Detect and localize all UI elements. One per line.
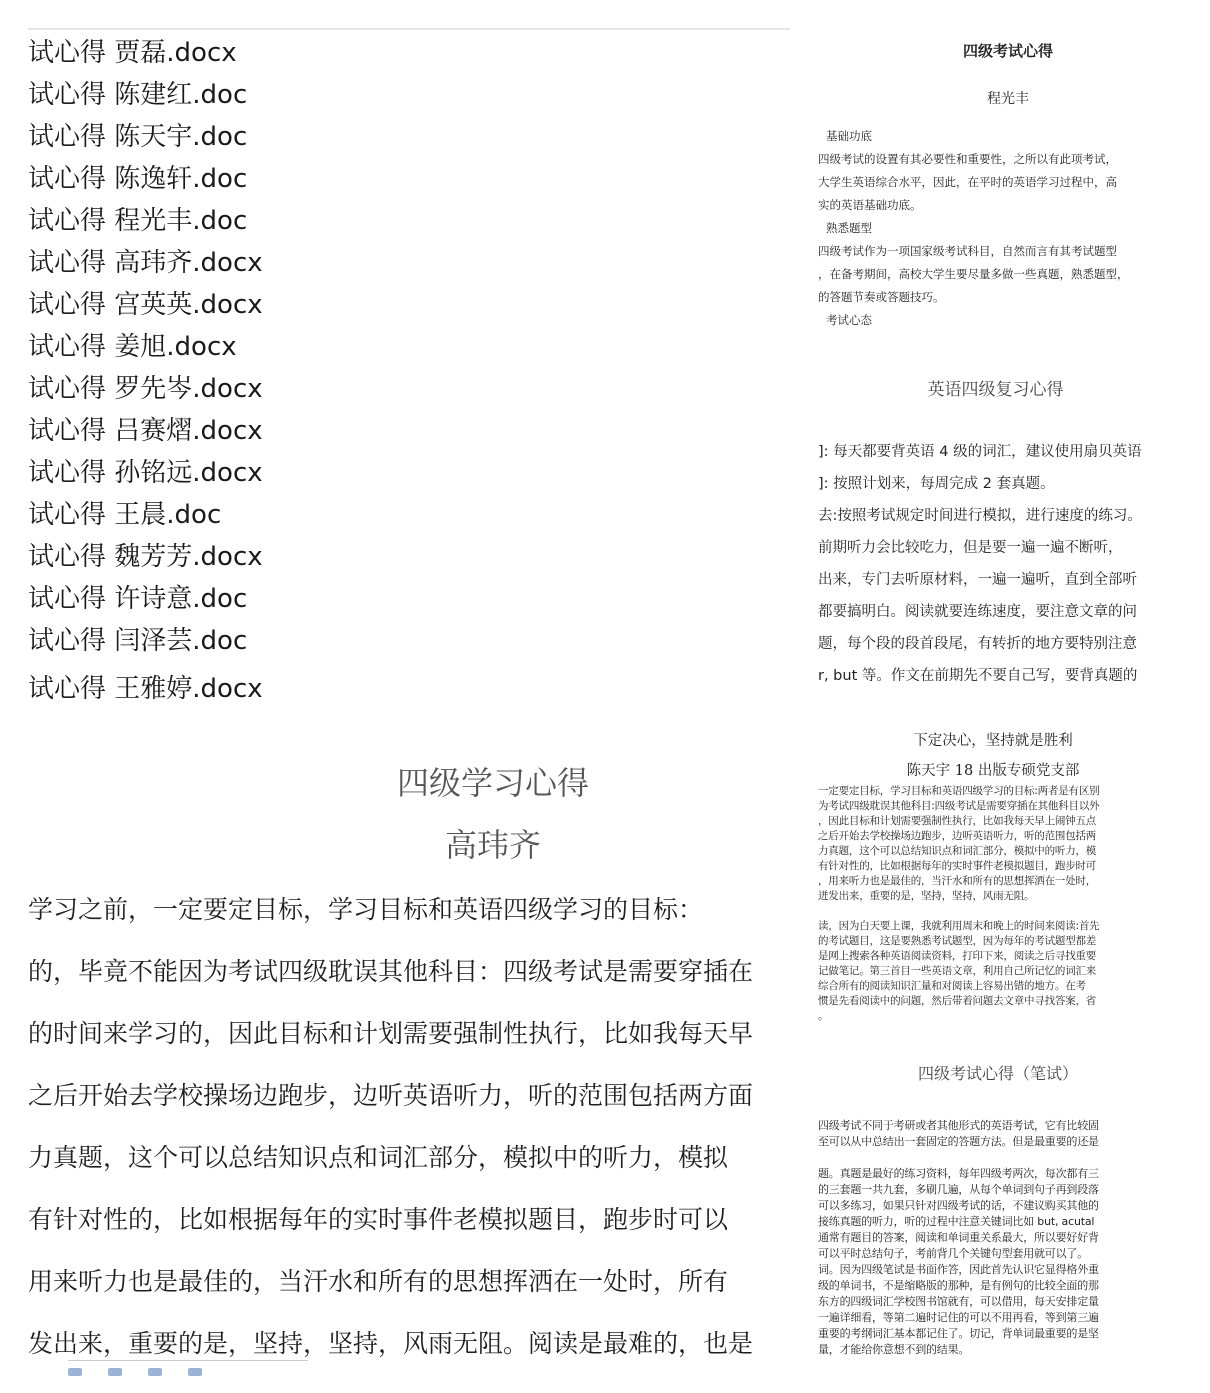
paragraph-line: 大学生英语综合水平，因此，在平时的英语学习过程中，高 (818, 175, 1117, 189)
file-item[interactable]: 试心得 吕赛熠.docx (28, 416, 263, 446)
paragraph-line: 一遍详细看，等第二遍时记住的可以不用再看，等到第三遍 (818, 1311, 1099, 1324)
paragraph-line: 都要搞明白。阅读就要连练速度，要注意文章的问 (818, 604, 1137, 620)
file-item[interactable]: 试心得 闫泽芸.doc (28, 626, 248, 656)
document-title: 四级考试心得（笔试） (917, 1064, 1078, 1083)
paragraph-line: 发出来，重要的是，坚持，坚持，风雨无阻。阅读是最难的，也是 (28, 1329, 754, 1358)
paragraph-line: 可以多练习，如果只针对四级考试的话，不建议购买其他的 (818, 1199, 1099, 1212)
essay-document-gao (28, 720, 792, 1368)
paragraph-line: 四级考试的设置有其必要性和重要性，之所以有此项考试， (818, 152, 1117, 166)
paragraph-line: 级的单词书，不是缩略版的那种，是有例句的比较全面的那 (818, 1279, 1099, 1292)
file-item[interactable]: 试心得 陈建红.doc (28, 80, 248, 110)
paragraph-line: 四级考试不同于考研或者其他形式的英语考试，它有比较固 (818, 1119, 1099, 1132)
paragraph-line: ，在备考期间，高校大学生要尽量多做一些真题，熟悉题型， (818, 267, 1129, 281)
paragraph-line: 的答题节奏或答题技巧。 (818, 290, 945, 304)
document-author: 程光丰 (987, 91, 1029, 107)
essay-document-written-test (818, 1055, 1180, 1365)
file-item[interactable]: 试心得 贾磊.docx (28, 38, 237, 68)
paragraph-line: 迸发出来，重要的是，坚持，坚持，风雨无阻。 (818, 890, 1035, 902)
toolbar-icon (188, 1368, 202, 1376)
paragraph-line: 实的英语基础功底。 (818, 198, 922, 212)
file-item[interactable]: 试心得 宫英英.docx (28, 290, 263, 320)
toolbar-icon (148, 1368, 162, 1376)
file-item[interactable]: 试心得 程光丰.doc (28, 206, 248, 236)
paragraph-line: ]: 按照计划来，每周完成 2 套真题。 (818, 476, 1055, 492)
document-title: 下定决心，坚持就是胜利 (913, 733, 1073, 749)
paragraph-line: 量，才能给你意想不到的结果。 (818, 1343, 970, 1356)
paragraph-line: 学习之前，一定要定目标，学习目标和英语四级学习的目标： (28, 895, 704, 924)
paragraph-line: 用来听力也是最佳的，当汗水和所有的思想挥洒在一处时，所有 (28, 1267, 729, 1296)
file-item[interactable]: 试心得 高玮齐.docx (28, 248, 263, 278)
document-title: 四级学习心得 (396, 764, 589, 802)
section-heading: 基础功底 (826, 129, 872, 143)
file-item[interactable]: 试心得 陈天宇.doc (28, 122, 248, 152)
paragraph-line: 记做笔记。第三首目一些英语文章，利用自己所记忆的词汇来 (818, 965, 1097, 977)
section-heading: 熟悉题型 (826, 221, 872, 235)
paragraph-line: 一定要定目标，学习目标和英语四级学习的目标:两者是有区别 (818, 785, 1100, 797)
file-item[interactable]: 试心得 王晨.doc (28, 500, 222, 530)
paragraph-line: 出来，专门去听原材料，一遍一遍听，直到全部听 (818, 572, 1137, 588)
paragraph-line: 惯是先看阅读中的问题，然后带着问题去文章中寻找答案，省 (818, 995, 1097, 1007)
essay-document-cheng (818, 30, 1180, 330)
editor-toolbar-fragment (68, 1360, 308, 1373)
paragraph-line: r, but 等。作文在前期先不要自己写，要背真题的 (818, 668, 1138, 684)
paragraph-line: 的三套题一共九套，多刷几遍，从每个单词到句子再到段落 (818, 1183, 1099, 1196)
paragraph-line: 去:按照考试规定时间进行模拟，进行速度的练习。 (818, 508, 1142, 524)
file-item[interactable]: 试心得 陈逸轩.doc (28, 164, 248, 194)
paragraph-line: 有针对性的，比如根据每年的实时事件老模拟题目，跑步时可 (818, 860, 1097, 872)
toolbar-icon (108, 1368, 122, 1376)
file-item[interactable]: 试心得 魏芳芳.docx (28, 542, 263, 572)
paragraph-line: 为考试四级耽误其他科目:四级考试是需要穿插在其他科目以外 (818, 800, 1100, 812)
paragraph-line: 力真题，这个可以总结知识点和词汇部分，模拟中的听力，模拟 (28, 1143, 729, 1172)
paragraph-line: 重要的考纲词汇基本都记住了。切记，背单词最重要的是坚 (818, 1327, 1099, 1340)
toolbar-icon (68, 1368, 82, 1376)
paragraph-line: 力真题，这个可以总结知识点和词汇部分，模拟中的听力，模 (818, 845, 1097, 857)
document-author: 高玮齐 (444, 826, 541, 864)
paragraph-line: 有针对性的，比如根据每年的实时事件老模拟题目，跑步时可以 (28, 1205, 729, 1234)
paragraph-line: 题，每个段的段首段尾，有转折的地方要特别注意 (818, 636, 1137, 652)
paragraph-line: 之后开始去学校操场边跑步，边听英语听力，听的范围包括两 (818, 830, 1097, 842)
essay-document-review (818, 365, 1180, 685)
paragraph-line: 的时间来学习的，因此目标和计划需要强制性执行，比如我每天早 (28, 1019, 754, 1048)
file-item[interactable]: 试心得 王雅婷.docx (28, 674, 263, 704)
file-list (28, 28, 790, 704)
paragraph-line: 之后开始去学校操场边跑步，边听英语听力，听的范围包括两方面 (28, 1081, 754, 1110)
paragraph-line: 题。真题是最好的练习资料，每年四级考两次，每次都有三 (818, 1167, 1099, 1180)
paragraph-line: 词。因为四级笔试是书面作答，因此首先认识它显得格外重 (818, 1263, 1099, 1276)
paragraph-line: ]: 每天都要背英语 4 级的词汇，建议使用扇贝英语 (818, 444, 1142, 460)
paragraph-line: 的，毕竟不能因为考试四级耽误其他科目：四级考试是需要穿插在 (28, 957, 754, 986)
file-item[interactable]: 试心得 姜旭.docx (28, 332, 237, 362)
paragraph-line: ，用来听力也是最佳的，当汗水和所有的思想挥洒在一处时， (818, 875, 1097, 887)
essay-document-chen (818, 725, 1180, 1025)
paragraph-line: ，因此目标和计划需要强制性执行，比如我每天早上闹钟五点 (818, 815, 1097, 827)
paragraph-line: 前期听力会比较吃力，但是要一遍一遍不断听， (818, 540, 1123, 556)
paragraph-line: 是网上搜索各种英语阅读资料，打印下来，阅读之后寻找重要 (818, 950, 1097, 962)
paragraph-line: 综合所有的阅读知识汇量和对阅读上容易出错的地方。在考 (818, 980, 1086, 992)
paragraph-line: 接练真题的听力，听的过程中注意关键词比如 but, acutal (818, 1215, 1095, 1228)
paragraph-line: 。 (818, 1010, 829, 1022)
file-item[interactable]: 试心得 罗先岑.docx (28, 374, 263, 404)
paragraph-line: 四级考试作为一项国家级考试科目，自然而言有其考试题型 (818, 244, 1117, 258)
paragraph-line: 至可以从中总结出一套固定的答题方法。但是最重要的还是 (818, 1135, 1099, 1148)
section-heading: 考试心态 (826, 313, 872, 327)
paragraph-line: 通常有题目的答案，阅读和单词重关系最大，所以要好好背 (818, 1231, 1099, 1244)
paragraph-line: 可以平时总结句子，考前背几个关键句型套用就可以了。 (818, 1247, 1088, 1260)
document-title: 英语四级复习心得 (927, 380, 1064, 400)
paragraph-line: 的考试题目，这是要熟悉考试题型，因为每年的考试题型都差 (818, 935, 1097, 947)
file-item[interactable]: 试心得 许诗意.doc (28, 584, 248, 614)
document-title: 四级考试心得 (962, 42, 1053, 60)
paragraph-line: 东方的四级词汇学校图书馆就有，可以借用，每天安排定量 (818, 1295, 1099, 1308)
document-author: 陈天宇 18 出版专硕党支部 (906, 763, 1080, 779)
paragraph-line: 读，因为白天要上课，我就利用周末和晚上的时间来阅读:首先 (818, 920, 1100, 932)
file-item[interactable]: 试心得 孙铭远.docx (28, 458, 263, 488)
